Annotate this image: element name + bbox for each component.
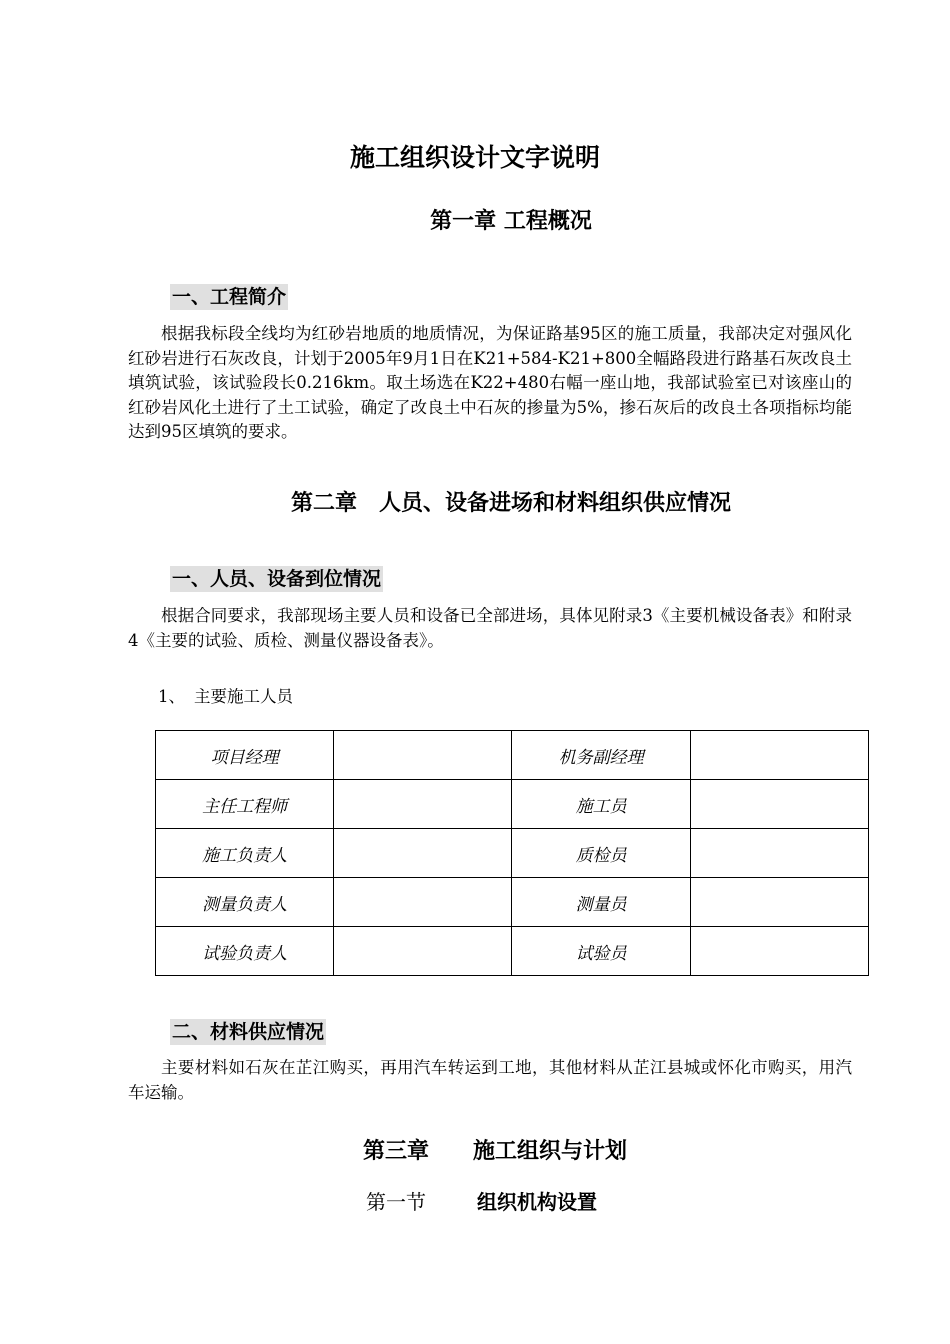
list-item-main-staff [158, 683, 293, 707]
table-cell: 测量员 [512, 878, 690, 927]
table-cell: 测量负责人 [156, 878, 334, 927]
table-row [156, 878, 869, 927]
table-cell: 主任工程师 [156, 780, 334, 829]
staff-table [155, 730, 869, 976]
subsection-heading [366, 1186, 597, 1215]
chapter-2-heading: 第二章 人员、设备进场和材料组织供应情况 [290, 491, 731, 516]
list-number: 1、 [158, 687, 185, 706]
table-cell: 质检员 [512, 829, 690, 878]
table-cell [690, 829, 868, 878]
table-row [156, 780, 869, 829]
table-row [156, 927, 869, 976]
table-cell [334, 731, 512, 780]
table-row [156, 829, 869, 878]
table-cell [334, 780, 512, 829]
table-cell [690, 731, 868, 780]
section-project-intro-heading: 一、工程简介 [172, 286, 287, 308]
section-staff-equipment-heading: 一、人员、设备到位情况 [172, 568, 382, 590]
table-cell: 试验负责人 [156, 927, 334, 976]
table-cell: 施工员 [512, 780, 690, 829]
project-intro-paragraph: 根据我标段全线均为红砂岩地质的地质情况，为保证路基95区的施工质量，我部决定对强风化红砂岩进行石灰改良，计划于2005年9月1日在K21+584-K21+800全幅路段进行路基石灰改良土填筑试验，该试验段长0.216km。取土场选在K22+480右幅一座山地，我部试验室已对该座山的红砂岩风化土进行了土工试验，确定了改良土中石灰的掺量为5%，掺石灰后的改良土各项指标均能达到95区填筑的要求。 [128, 324, 852, 441]
table-cell [334, 829, 512, 878]
table-cell [334, 927, 512, 976]
list-label: 主要施工人员 [194, 687, 293, 706]
table-cell [690, 927, 868, 976]
table-cell: 施工负责人 [156, 829, 334, 878]
table-cell [690, 780, 868, 829]
table-row [156, 731, 869, 780]
section-material-supply-heading: 二、材料供应情况 [172, 1021, 325, 1043]
table-cell: 机务副经理 [512, 731, 690, 780]
table-cell: 项目经理 [156, 731, 334, 780]
table-cell [690, 878, 868, 927]
subsection-title: 组织机构设置 [477, 1190, 597, 1214]
chapter-1-heading: 第一章 工程概况 [430, 209, 592, 234]
staff-equipment-paragraph: 根据合同要求，我部现场主要人员和设备已全部进场，具体见附录3《主要机械设备表》和附录4《主要的试验、质检、测量仪器设备表》。 [128, 606, 852, 650]
subsection-number: 第一节 [366, 1190, 426, 1214]
chapter-3-heading: 第三章 施工组织与计划 [362, 1139, 627, 1164]
table-cell: 试验员 [512, 927, 690, 976]
material-supply-paragraph: 主要材料如石灰在芷江购买，再用汽车转运到工地，其他材料从芷江县城或怀化市购买，用汽车运输。 [128, 1058, 852, 1102]
table-cell [334, 878, 512, 927]
document-title: 施工组织设计文字说明 [349, 143, 600, 172]
